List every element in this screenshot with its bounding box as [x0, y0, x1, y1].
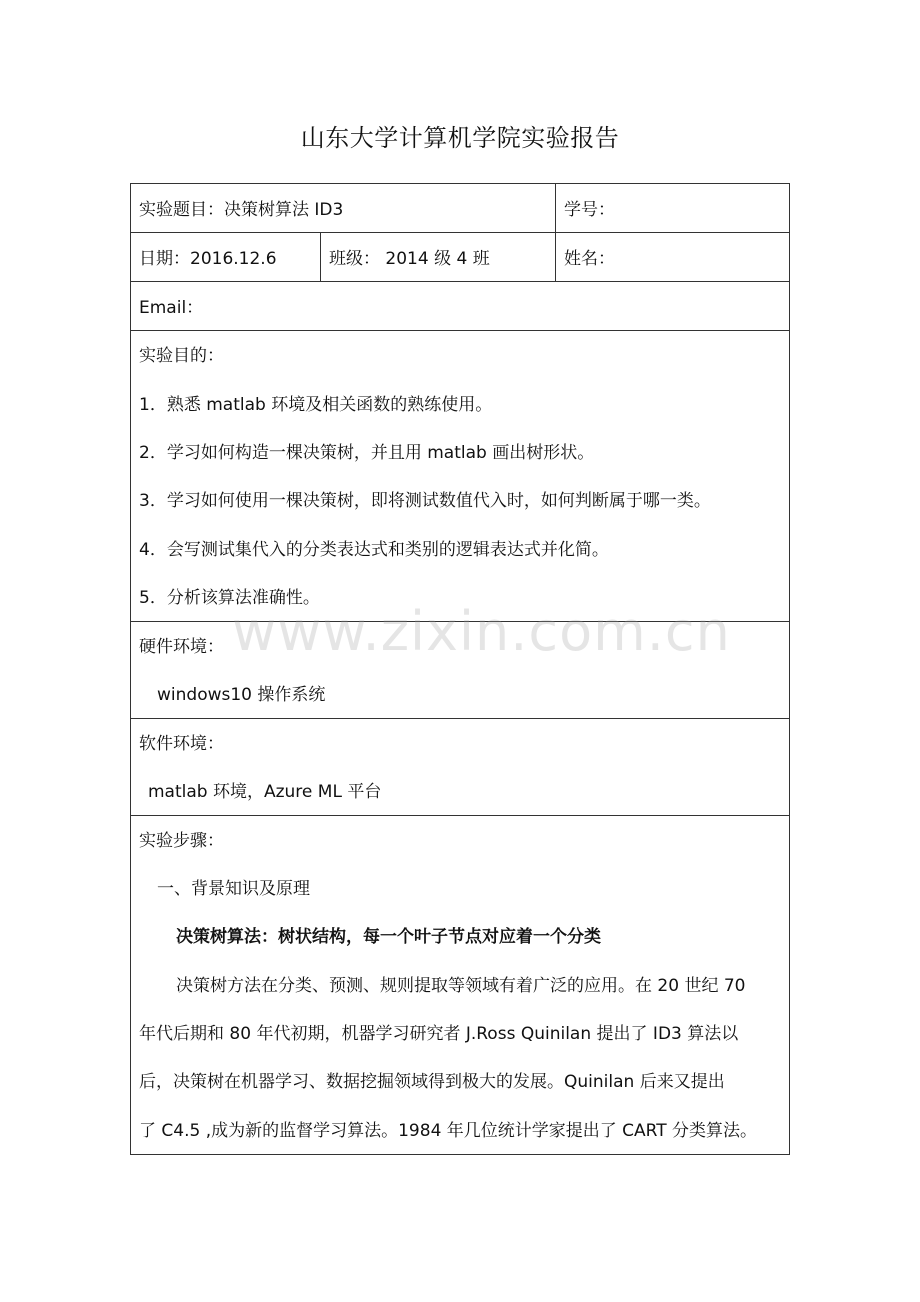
name-cell: 姓名：: [564, 249, 615, 269]
col-divider: [320, 232, 321, 281]
paragraph-line: 后，决策树在机器学习、数据挖掘领域得到极大的发展。Quinilan 后来又提出: [139, 1072, 725, 1092]
hardware-value: windows10 操作系统: [157, 685, 326, 705]
row-divider: [130, 330, 790, 331]
student-id-cell: 学号：: [564, 200, 615, 220]
col-divider: [555, 183, 556, 281]
software-label: 软件环境：: [139, 734, 224, 754]
subheading: 决策树算法：树状结构，每一个叶子节点对应着一个分类: [176, 927, 601, 947]
purpose-label: 实验目的：: [139, 346, 224, 366]
hardware-label: 硬件环境：: [139, 637, 224, 657]
section-heading: 一、背景知识及原理: [157, 879, 310, 899]
email-cell: Email：: [139, 298, 204, 318]
row-divider: [130, 718, 790, 719]
row-divider: [130, 232, 790, 233]
software-value: matlab 环境，Azure ML 平台: [148, 782, 382, 802]
paragraph-line: 了 C4.5 ,成为新的监督学习算法。1984 年几位统计学家提出了 CART 分类算法。: [139, 1121, 758, 1141]
date-cell: 日期：2016.12.6: [139, 249, 277, 269]
purpose-item: 3．学习如何使用一棵决策树，即将测试数值代入时，如何判断属于哪一类。: [139, 491, 711, 511]
steps-label: 实验步骤：: [139, 831, 224, 851]
paragraph-line: 年代后期和 80 年代初期，机器学习研究者 J.Ross Quinilan 提出了 ID3 算法以: [139, 1024, 739, 1044]
watermark: www.zixin.com.cn: [232, 600, 731, 663]
row-divider: [130, 815, 790, 816]
class-cell: 班级： 2014 级 4 班: [329, 249, 490, 269]
report-table: [130, 183, 790, 1155]
report-title: 山东大学计算机学院实验报告: [300, 124, 620, 152]
paragraph-line: 决策树方法在分类、预测、规则提取等领域有着广泛的应用。在 20 世纪 70: [176, 976, 746, 996]
table-left-border: [130, 183, 131, 1155]
topic-cell: 实验题目：决策树算法 ID3: [139, 200, 344, 220]
purpose-item: 5．分析该算法准确性。: [139, 588, 320, 608]
row-divider: [130, 1154, 790, 1155]
table-right-border: [789, 183, 790, 1155]
purpose-item: 1．熟悉 matlab 环境及相关函数的熟练使用。: [139, 395, 493, 415]
purpose-item: 2．学习如何构造一棵决策树，并且用 matlab 画出树形状。: [139, 443, 595, 463]
row-divider: [130, 281, 790, 282]
row-divider: [130, 183, 790, 184]
purpose-item: 4．会写测试集代入的分类表达式和类别的逻辑表达式并化简。: [139, 540, 609, 560]
